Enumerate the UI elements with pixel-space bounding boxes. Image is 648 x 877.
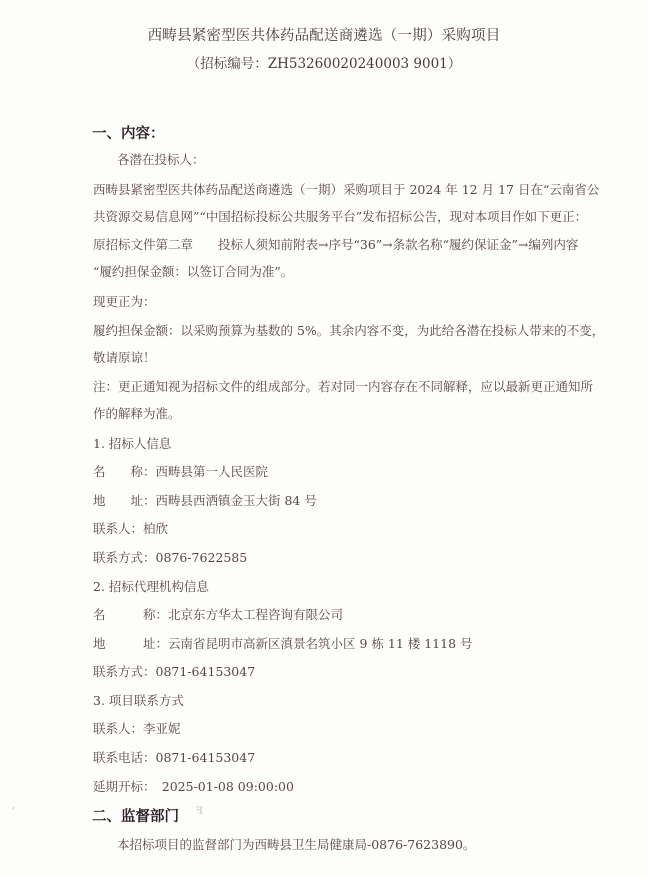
section-content-heading: 一、内容： <box>92 126 165 142</box>
para1-line1: 西畴县紧密型医共体药品配送商遴选（一期）采购项目于 2024 年 12 月 17 日在“云南省公 <box>93 182 600 197</box>
change-line1: 履约担保金额：以采购预算为基数的 5%。其余内容不变，为此给各潜在投标人带来的不变， <box>93 323 605 338</box>
tenderer-contact: 联系人：柏欣 <box>93 521 169 536</box>
section-supervision-heading: 二、监督部门 <box>92 809 179 825</box>
agency-name: 名 称：北京东方华太工程咨询有限公司 <box>93 607 344 622</box>
tenderer-address: 地 址：西畴县西洒镇金玉大街 84 号 <box>93 493 317 508</box>
bid-opening-time: 延期开标： 2025-01-08 09:00:00 <box>93 779 294 794</box>
greeting: 各潜在投标人： <box>117 152 205 167</box>
project-heading: 3. 项目联系方式 <box>93 693 184 708</box>
tenderer-heading: 1. 招标人信息 <box>93 436 172 451</box>
para1-line4: “履约担保金额：以签订合同为准”。 <box>93 264 294 279</box>
supervision-text: 本招标项目的监督部门为西畴县卫生局健康局-0876-7623890。 <box>117 837 476 852</box>
scan-mark: ꟻ <box>196 806 203 817</box>
change-line2: 敬请原谅！ <box>93 350 156 365</box>
document-title: 西畴县紧密型医共体药品配送商遴选（一期）采购项目 <box>147 28 501 44</box>
para1-line3: 原招标文件第二章 投标人须知前附表→序号“36”→条款名称“履约保证金”→编列内容 <box>93 237 579 252</box>
project-contact: 联系人：李亚妮 <box>93 721 181 736</box>
scan-mark: , <box>12 800 16 811</box>
change-to-label: 现更正为： <box>93 294 156 309</box>
note-line1: 注：更正通知视为招标文件的组成部分。若对同一内容存在不同解释，应以最新更正通知所 <box>93 379 594 394</box>
project-phone: 联系电话：0871-64153047 <box>93 750 256 765</box>
agency-heading: 2. 招标代理机构信息 <box>93 579 209 594</box>
tenderer-phone: 联系方式：0876-7622585 <box>93 550 248 565</box>
agency-address: 地 址：云南省昆明市高新区滇景名筑小区 9 栋 11 楼 1118 号 <box>93 636 473 651</box>
tender-number: （招标编号：ZH53260020240003 9001） <box>186 56 462 72</box>
para1-line2: 共资源交易信息网”“中国招标投标公共服务平台”发布招标公告，现对本项目作如下更正： <box>93 209 588 224</box>
note-line2: 作的解释为准。 <box>93 406 181 421</box>
tenderer-name: 名 称：西畴县第一人民医院 <box>93 464 269 479</box>
agency-phone: 联系方式：0871-64153047 <box>93 664 256 679</box>
